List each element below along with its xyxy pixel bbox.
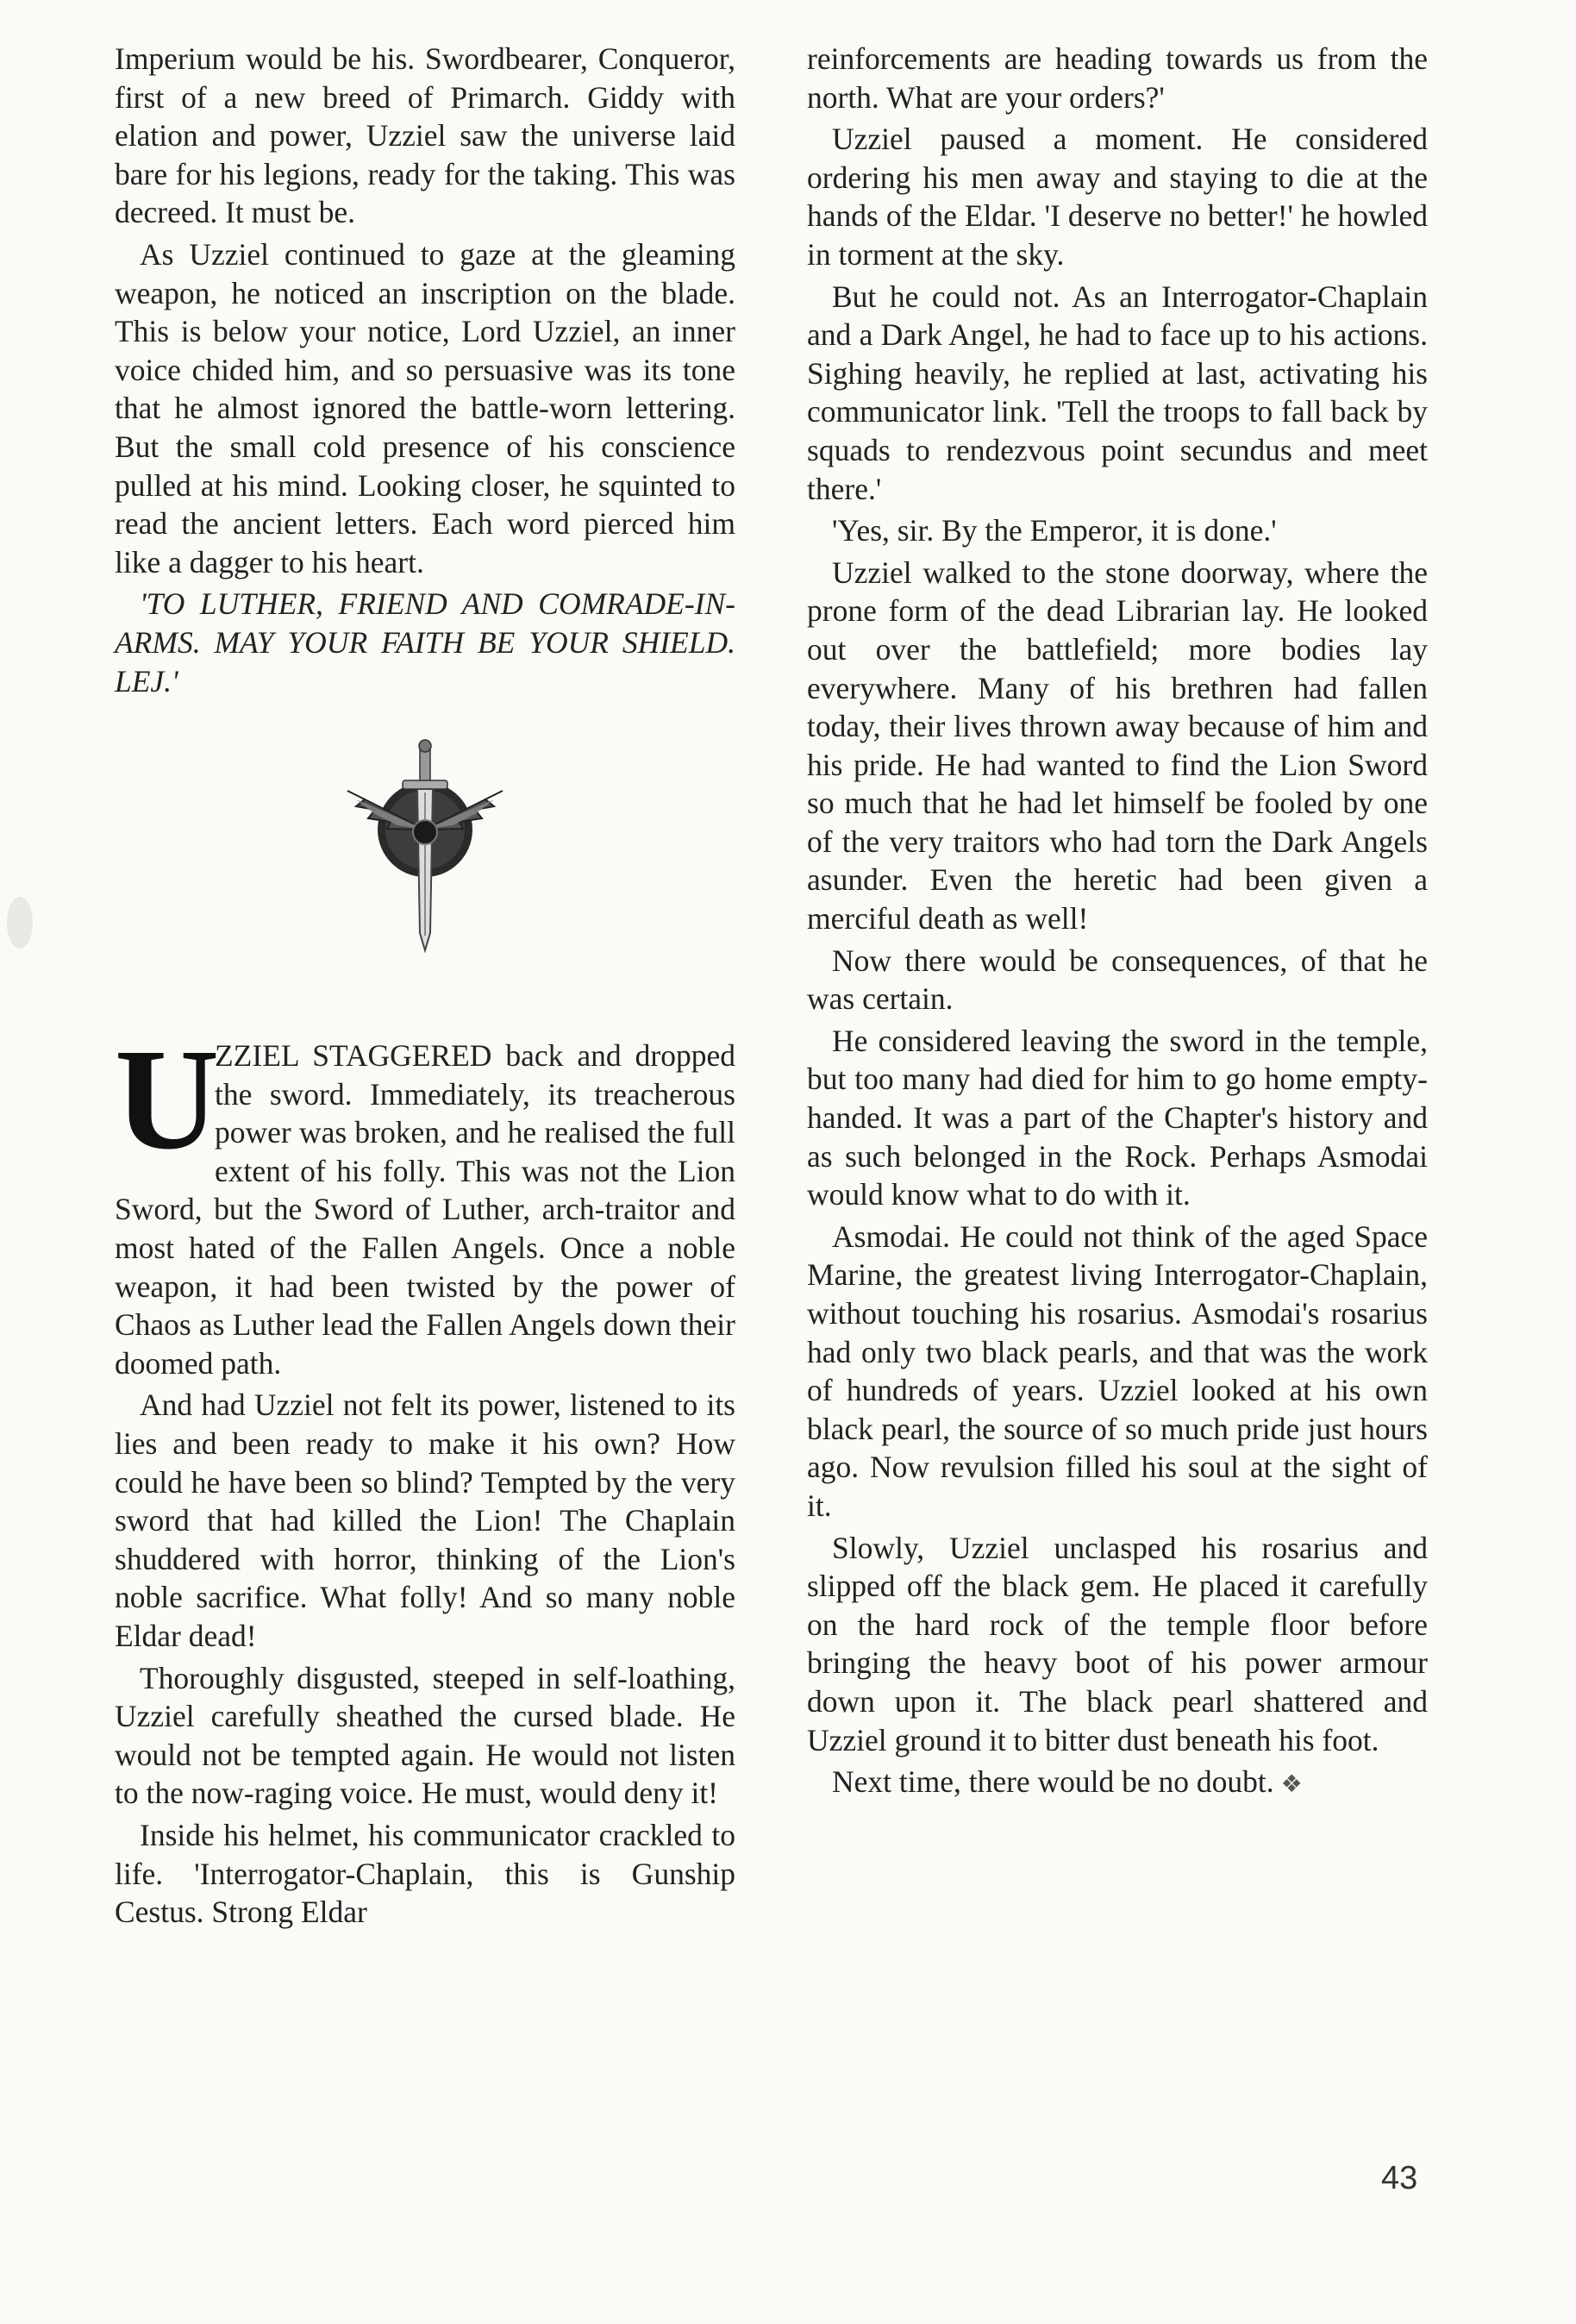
paragraph: But he could not. As an Interrogator-Chaplain and a Dark Angel, he had to face up to his actions. Sighing heavily, he replied at last, activating his communicator link. 'Tell the troops to fall back by squads to rendezvous point secundus and meet there.'	[807, 279, 1428, 506]
paragraph: ZZIEL STAGGERED back and dropped the sword. Immediately, its treacherous power was broken, and he realised the full extent of his folly. This was not the Lion Sword, but the Sword of Luther, arch-traitor and most hated of the Fallen Angels. Once a noble weapon, it had been twisted by the power of Chaos as Luther lead the Fallen Angels down their doomed path.	[115, 1038, 735, 1381]
paragraph: Now there would be consequences, of that he was certain.	[807, 943, 1428, 1017]
chapter-opening	[115, 1019, 735, 1382]
right-column	[807, 40, 1428, 1808]
left-column	[115, 40, 735, 1935]
paragraph: Thoroughly disgusted, steeped in self-loathing, Uzziel carefully sheathed the cursed blade. He would not be tempted again. He would not listen to the now-raging voice. He must, would deny it!	[115, 1660, 735, 1811]
inscription-text: 'TO LUTHER, FRIEND AND COMRADE-IN-ARMS. MAY YOUR FAITH BE YOUR SHIELD. LEJ.'	[115, 586, 735, 698]
paragraph: reinforcements are heading towards us from the north. What are your orders?'	[807, 41, 1428, 115]
winged-sword-emblem	[115, 739, 735, 955]
paragraph: Uzziel paused a moment. He considered ordering his men away and staying to die at the hands of the Eldar. 'I deserve no better!' he howled in torment at the sky.	[807, 122, 1428, 272]
paragraph: And had Uzziel not felt its power, listened to its lies and been ready to make it his own? How could he have been so blind? Tempted by the very sword that had killed the Lion! The Chaplain shuddered with horror, thinking of the Lion's noble sacrifice. What folly! And so many noble Eldar dead!	[115, 1388, 735, 1653]
paragraph: Imperium would be his. Swordbearer, Conqueror, first of a new breed of Primarch. Giddy with elation and power, Uzziel saw the universe laid bare for his legions, ready for the taking. This was decreed. It must be.	[115, 41, 735, 230]
paragraph: 'Yes, sir. By the Emperor, it is done.'	[832, 513, 1277, 548]
page-number: 43	[1381, 2160, 1418, 2196]
drop-cap: U	[115, 1019, 220, 1181]
winged-sword-icon	[330, 739, 520, 955]
paragraph: Slowly, Uzziel unclasped his rosarius and slipped off the black gem. He placed it carefully on the hard rock of the temple floor before bringing the heavy boot of his power armour down upon it. The black pearl shattered and Uzziel ground it to bitter dust beneath his foot.	[807, 1530, 1428, 1757]
paragraph: He considered leaving the sword in the temple, but too many had died for him to go home empty-handed. It was a part of the Chapter's history and as such belonged in the Rock. Perhaps Asmodai would know what to do with it.	[807, 1023, 1428, 1212]
page-smudge	[7, 897, 33, 949]
paragraph: Asmodai. He could not think of the aged Space Marine, the greatest living Interrogator-Chaplain, without touching his rosarius. Asmodai's rosarius had only two black pearls, and that was the work of hundreds of years. Uzziel looked at his own black pearl, the source of so much pride just hours ago. Now revulsion filled his soul at the sight of it.	[807, 1218, 1428, 1523]
end-mark-icon: ❖	[1280, 1771, 1303, 1799]
paragraph: Uzziel walked to the stone doorway, where the prone form of the dead Librarian lay. He looked out over the battlefield; more bodies lay everywhere. Many of his brethren had fallen today, their lives thrown away because of him and his pride. He had wanted to find the Lion Sword so much that he had let himself be fooled by one of the very traitors who had torn the Dark Angels asunder. Even the heretic had been given a merciful death as well!	[807, 554, 1428, 936]
paragraph-final	[807, 1763, 1428, 1805]
closing-sentence: Next time, there would be no doubt.	[832, 1764, 1274, 1800]
paragraph: Inside his helmet, his communicator crackled to life. 'Interrogator-Chaplain, this is Gunship Cestus. Strong Eldar	[115, 1817, 735, 1930]
paragraph: As Uzziel continued to gaze at the gleaming weapon, he noticed an inscription on the blade. This is below your notice, Lord Uzziel, an inner voice chided him, and so persuasive was its tone that he almost ignored the battle-worn lettering. But the small cold presence of his conscience pulled at his mind. Looking closer, he squinted to read the ancient letters. Each word pierced him like a dagger to his heart.	[115, 236, 735, 579]
